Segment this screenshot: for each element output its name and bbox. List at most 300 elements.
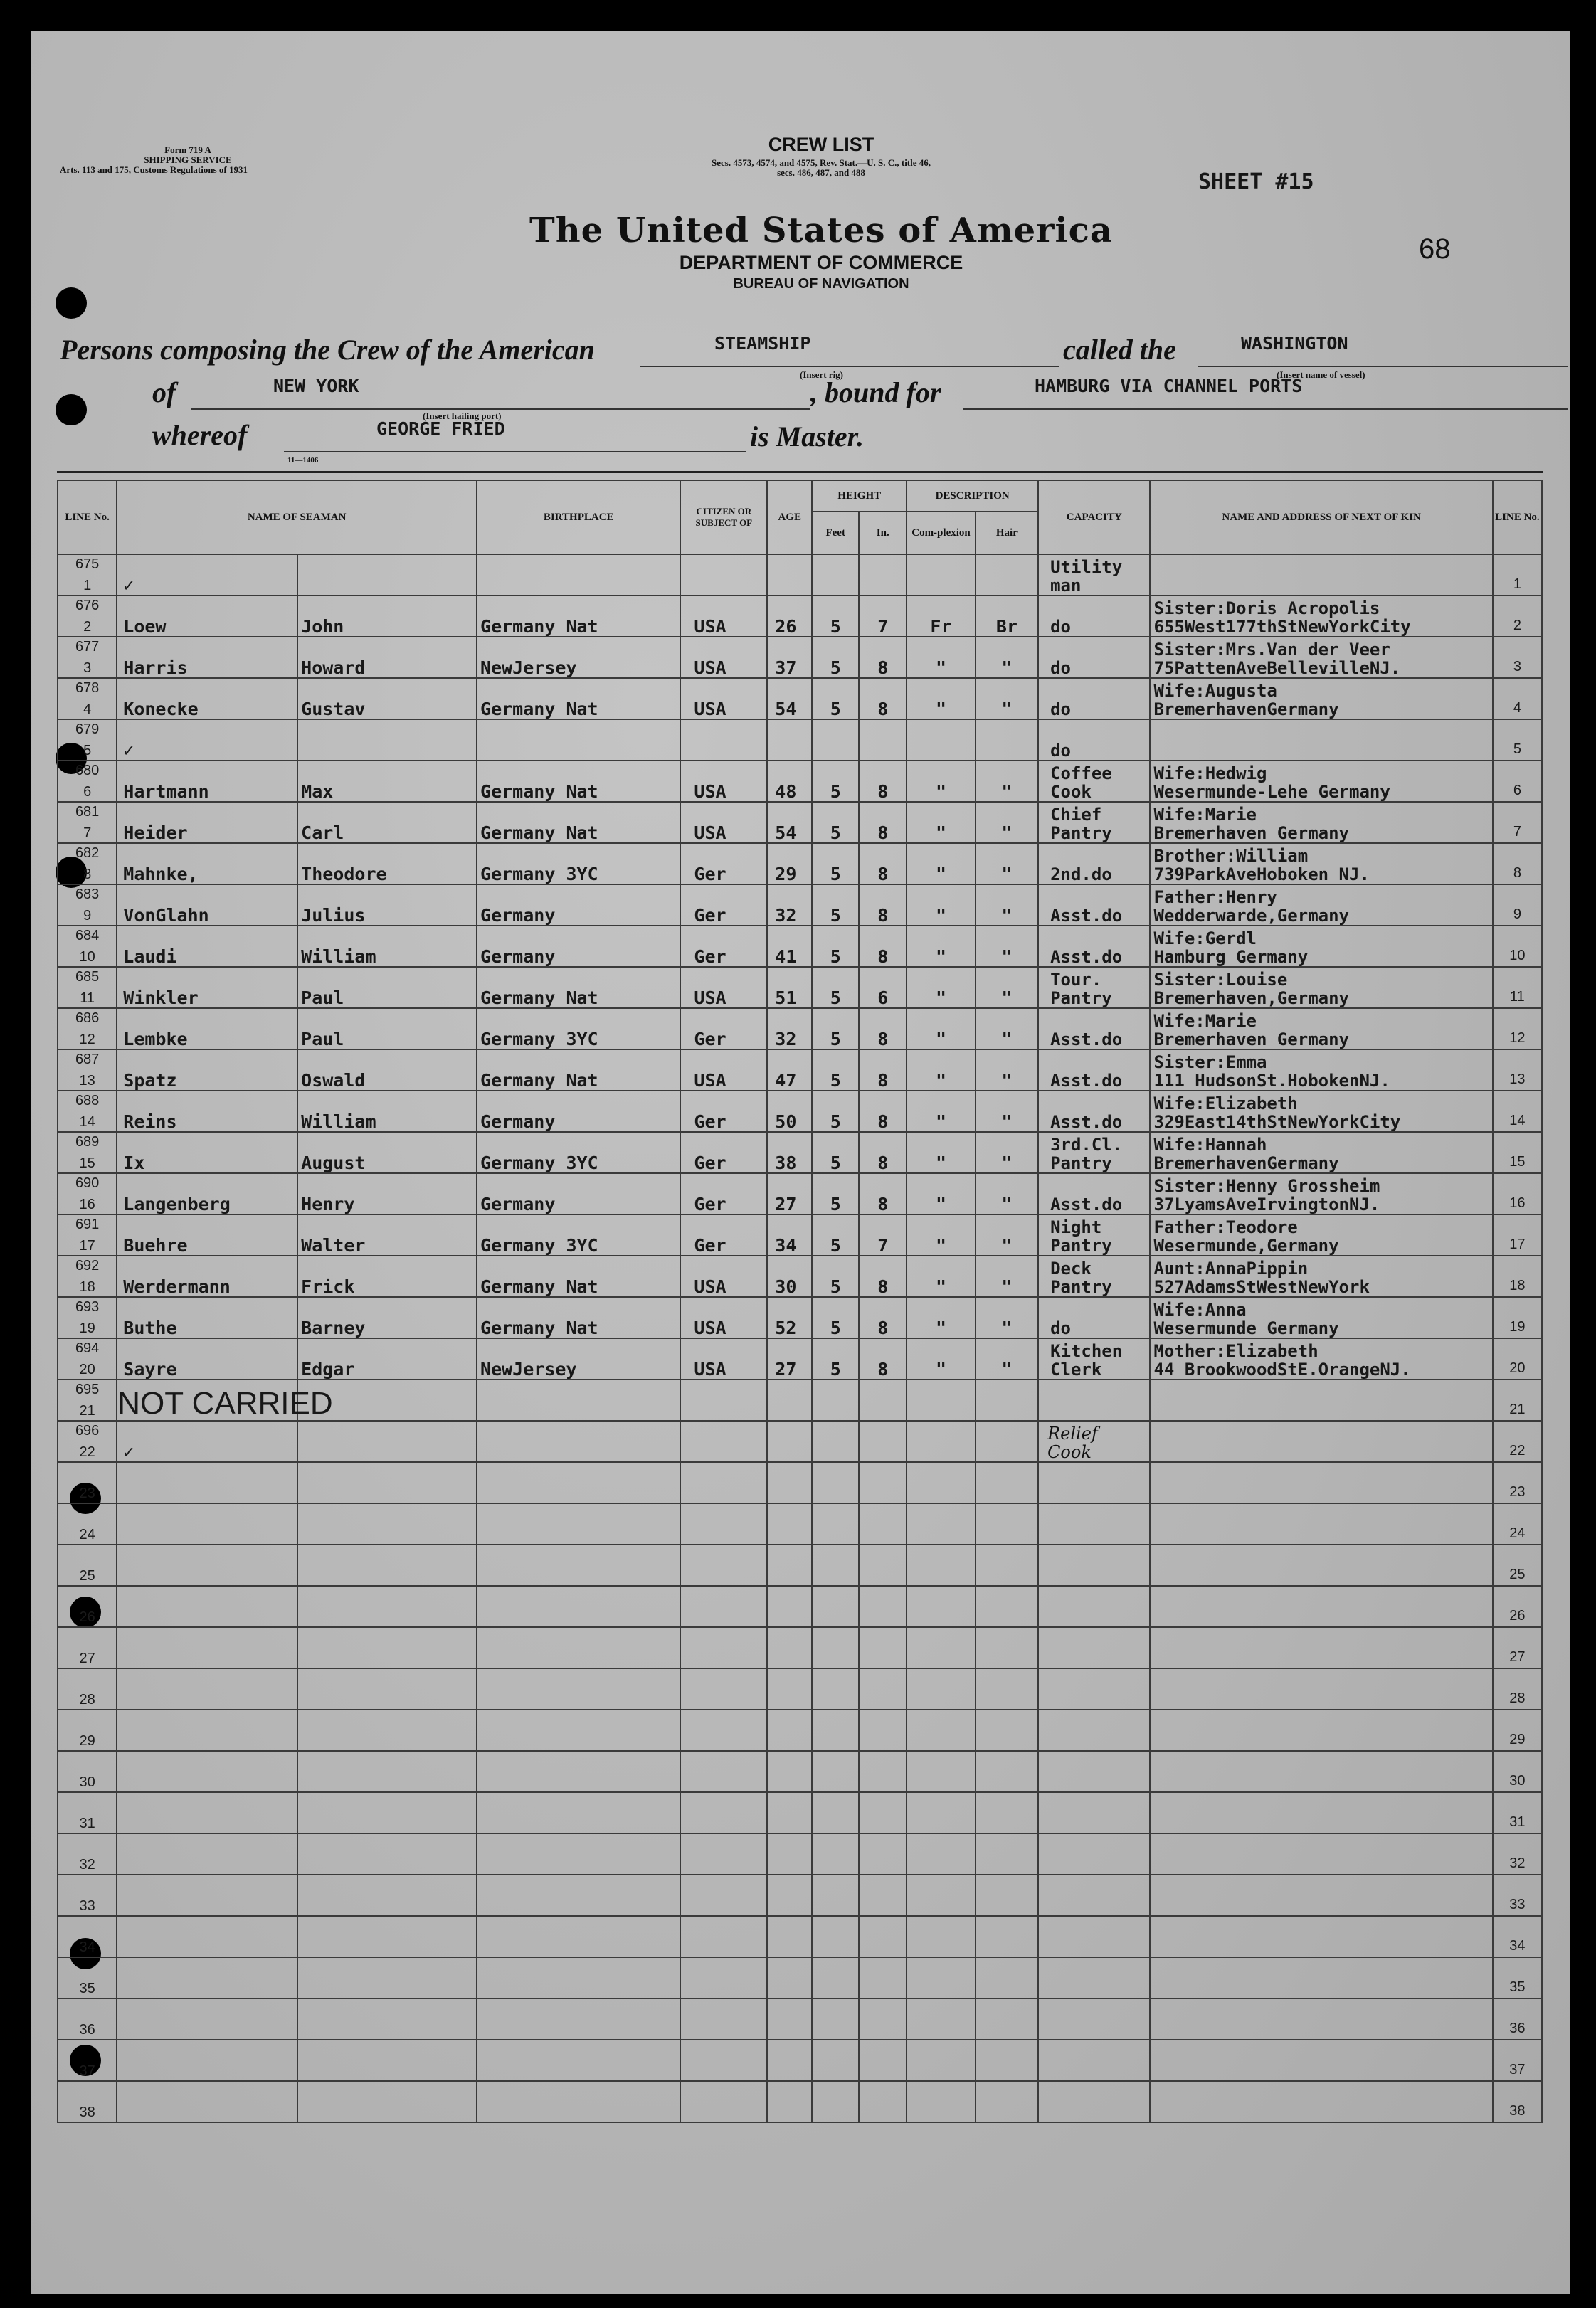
statute-references-2: secs. 486, 487, and 488 <box>777 167 865 178</box>
capacity-line-2: do <box>1050 617 1071 637</box>
line-number: 4 <box>83 702 92 717</box>
seaman-last-name: Buthe <box>123 1318 177 1338</box>
height-feet: 5 <box>830 1194 841 1214</box>
table-row <box>58 884 1542 926</box>
complexion: " <box>935 1153 947 1173</box>
height-feet: 5 <box>830 781 841 802</box>
destination: HAMBURG VIA CHANNEL PORTS <box>1035 376 1303 396</box>
page-number: 68 <box>1419 233 1451 265</box>
height-feet: 5 <box>830 1359 841 1380</box>
citizenship: USA <box>694 699 726 719</box>
line-number-right: 19 <box>1509 1319 1526 1335</box>
height-feet: 5 <box>830 1318 841 1338</box>
table-row <box>58 1503 1542 1545</box>
age: 50 <box>775 1111 797 1132</box>
table-row <box>58 1957 1542 1999</box>
line-number-right: 6 <box>1513 783 1521 798</box>
table-row <box>58 554 1542 595</box>
seaman-first-name: Carl <box>301 822 344 843</box>
height-inches: 8 <box>877 1070 889 1091</box>
seaman-last-name: NOT CARRIED <box>117 1386 333 1421</box>
capacity-line-1: 3rd.Cl. <box>1050 1135 1123 1155</box>
kin-address: Hamburg Germany <box>1153 947 1309 967</box>
country-heading: The United States of America <box>529 211 1114 250</box>
height-feet: 5 <box>830 1276 841 1297</box>
stamp-number: 693 <box>75 1299 100 1315</box>
capacity-line-2: do <box>1050 1318 1071 1338</box>
height-inches: 6 <box>877 988 889 1008</box>
line-number-right: 23 <box>1509 1484 1526 1500</box>
table-row <box>58 1132 1542 1173</box>
table-row <box>58 1214 1542 1256</box>
table-row <box>58 719 1542 761</box>
kin-address: 655West177thStNewYorkCity <box>1153 617 1411 637</box>
col-hair: Hair <box>976 512 1038 554</box>
stamp-number: 688 <box>75 1093 100 1108</box>
col-complexion: Com-plexion <box>907 512 975 554</box>
complexion: " <box>935 1276 947 1297</box>
line-number-right: 30 <box>1509 1773 1526 1789</box>
age: 32 <box>775 1029 797 1049</box>
line-number: 25 <box>79 1568 95 1584</box>
whereof-label: whereof <box>152 419 248 451</box>
table-row <box>58 637 1542 678</box>
citizenship: USA <box>694 1318 726 1338</box>
kin-name: Wife:Elizabeth <box>1153 1094 1298 1113</box>
sheet-number: SHEET #15 <box>1198 169 1314 194</box>
line-number: 26 <box>79 1609 95 1625</box>
kin-name: Wife:Marie <box>1153 805 1257 825</box>
capacity-line-1: Utility <box>1050 557 1123 577</box>
height-inches: 7 <box>877 616 889 637</box>
hair: " <box>1001 1276 1013 1297</box>
line-number-right: 16 <box>1509 1195 1526 1211</box>
hailing-port: NEW YORK <box>273 376 359 396</box>
kin-address: 527AdamsStWestNewYork <box>1153 1277 1370 1297</box>
punch-hole <box>56 394 87 425</box>
line-number: 18 <box>79 1279 95 1295</box>
line-number-right: 4 <box>1513 700 1521 716</box>
seaman-first-name: William <box>301 946 376 967</box>
hair: " <box>1001 1194 1013 1214</box>
line-number: 12 <box>79 1032 95 1047</box>
table-row <box>58 1916 1542 1957</box>
age: 34 <box>775 1235 797 1256</box>
stamp-number: 676 <box>75 598 100 613</box>
seaman-last-name: Lembke <box>123 1029 188 1049</box>
table-row <box>58 1462 1542 1503</box>
birthplace: Germany 3YC <box>480 1235 598 1256</box>
capacity-line-2: Asst.do <box>1050 906 1123 926</box>
age: 26 <box>775 616 797 637</box>
seaman-last-name: ✓ <box>123 740 134 761</box>
capacity-line-1: Relief <box>1047 1424 1098 1444</box>
line-number-right: 27 <box>1509 1649 1526 1665</box>
complexion: " <box>935 988 947 1008</box>
stamp-number: 696 <box>75 1423 100 1439</box>
citizenship: USA <box>694 657 726 678</box>
capacity-line-2: Asst.do <box>1050 1195 1123 1214</box>
capacity-line-2: Pantry <box>1050 1277 1112 1297</box>
age: 54 <box>775 822 797 843</box>
capacity-line-2: Cook <box>1050 782 1092 802</box>
citizenship: Ger <box>694 864 726 884</box>
height-inches: 7 <box>877 1235 889 1256</box>
kin-name: Sister:Mrs.Van der Veer <box>1153 640 1390 660</box>
line-number-right: 3 <box>1513 659 1521 674</box>
seaman-first-name: Henry <box>301 1194 355 1214</box>
col-next-of-kin: NAME AND ADDRESS OF NEXT OF KIN <box>1150 480 1492 554</box>
complexion: " <box>935 1029 947 1049</box>
age: 54 <box>775 699 797 719</box>
line-number-right: 29 <box>1509 1732 1526 1747</box>
table-row <box>58 595 1542 637</box>
complexion: " <box>935 822 947 843</box>
line-number: 24 <box>79 1527 95 1542</box>
col-inches: In. <box>859 512 907 554</box>
line-number-right: 11 <box>1510 989 1525 1005</box>
capacity-line-2: Asst.do <box>1050 947 1123 967</box>
age: 41 <box>775 946 797 967</box>
table-row <box>58 1833 1542 1875</box>
seaman-first-name: Paul <box>301 988 344 1008</box>
line-number-right: 34 <box>1509 1938 1526 1954</box>
citizenship: Ger <box>694 946 726 967</box>
citizenship: USA <box>694 1359 726 1380</box>
kin-name: Wife:Augusta <box>1153 681 1277 701</box>
seaman-last-name: Konecke <box>123 699 199 719</box>
age: 27 <box>775 1359 797 1380</box>
line-number: 20 <box>79 1362 95 1377</box>
statute-references: Secs. 4573, 4574, and 4575, Rev. Stat.—U. S. C., title 46, <box>711 157 931 168</box>
height-feet: 5 <box>830 1153 841 1173</box>
col-description: DESCRIPTION <box>907 480 1038 512</box>
complexion: " <box>935 1318 947 1338</box>
department-heading: DEPARTMENT OF COMMERCE <box>679 252 963 273</box>
citizenship: USA <box>694 1070 726 1091</box>
table-row <box>58 1668 1542 1710</box>
stamp-number: 678 <box>75 680 100 696</box>
persons-label: Persons composing the Crew of the American <box>60 334 595 366</box>
of-label: of <box>152 376 176 408</box>
line-number: 29 <box>79 1733 95 1749</box>
capacity-line-2: do <box>1050 699 1071 719</box>
line-number: 1 <box>83 578 92 593</box>
height-inches: 8 <box>877 946 889 967</box>
line-number: 34 <box>79 1939 95 1955</box>
line-number: 5 <box>83 743 92 758</box>
line-number: 14 <box>79 1114 95 1130</box>
seaman-last-name: Mahnke, <box>123 864 199 884</box>
seaman-last-name: VonGlahn <box>123 905 209 926</box>
table-row <box>58 1792 1542 1833</box>
capacity-line-1: Chief <box>1050 805 1102 825</box>
col-birthplace: BIRTHPLACE <box>477 480 680 554</box>
height-inches: 8 <box>877 1029 889 1049</box>
vessel-hint: (Insert name of vessel) <box>1277 369 1365 380</box>
hair: " <box>1001 1153 1013 1173</box>
hair: " <box>1001 905 1013 926</box>
height-inches: 8 <box>877 1276 889 1297</box>
hair: " <box>1001 781 1013 802</box>
age: 52 <box>775 1318 797 1338</box>
kin-name: Aunt:AnnaPippin <box>1153 1259 1309 1279</box>
hair: " <box>1001 699 1013 719</box>
seaman-last-name: Laudi <box>123 946 177 967</box>
height-inches: 8 <box>877 822 889 843</box>
line-number: 22 <box>79 1444 95 1460</box>
capacity-line-2: Pantry <box>1050 988 1112 1008</box>
kin-address: Wesermunde Germany <box>1153 1318 1339 1338</box>
line-number-right: 17 <box>1509 1237 1526 1252</box>
line-number-right: 25 <box>1509 1567 1526 1582</box>
port-hint: (Insert hailing port) <box>423 411 502 421</box>
capacity-line-2: Pantry <box>1050 823 1112 843</box>
complexion: " <box>935 657 947 678</box>
birthplace: Germany 3YC <box>480 1029 598 1049</box>
seaman-last-name: Werdermann <box>123 1276 231 1297</box>
capacity-line-1: Coffee <box>1050 763 1112 783</box>
line-number-right: 24 <box>1509 1525 1526 1541</box>
line-number-right: 21 <box>1509 1402 1526 1417</box>
height-feet: 5 <box>830 1029 841 1049</box>
table-row <box>58 1586 1542 1627</box>
kin-name: Sister:Louise <box>1153 970 1288 990</box>
complexion: " <box>935 781 947 802</box>
called-label: called the <box>1063 334 1176 366</box>
height-inches: 8 <box>877 1318 889 1338</box>
height-feet: 5 <box>830 1070 841 1091</box>
kin-address: Wesermunde,Germany <box>1153 1236 1339 1256</box>
height-feet: 5 <box>830 864 841 884</box>
line-number-right: 8 <box>1513 865 1521 881</box>
capacity-line-2: Cook <box>1047 1442 1092 1462</box>
birthplace: Germany <box>480 946 556 967</box>
line-number-right: 20 <box>1509 1360 1526 1376</box>
line-number: 2 <box>83 619 92 635</box>
citizenship: USA <box>694 781 726 802</box>
height-inches: 8 <box>877 1111 889 1132</box>
complexion: " <box>935 1235 947 1256</box>
citizenship: Ger <box>694 1153 726 1173</box>
line-number-right: 37 <box>1509 2062 1526 2077</box>
seaman-last-name: Sayre <box>123 1359 177 1380</box>
capacity-line-2: Pantry <box>1050 1153 1112 1173</box>
table-row <box>58 678 1542 719</box>
citizenship: Ger <box>694 1235 726 1256</box>
table-row <box>58 1049 1542 1091</box>
line-number: 21 <box>79 1403 95 1419</box>
line-number-right: 18 <box>1509 1278 1526 1293</box>
line-number: 9 <box>83 908 92 923</box>
complexion: Fr <box>930 616 952 637</box>
age: 51 <box>775 988 797 1008</box>
vessel-name: WASHINGTON <box>1241 333 1348 354</box>
age: 38 <box>775 1153 797 1173</box>
shipping-service: SHIPPING SERVICE <box>144 154 232 165</box>
citizenship: Ger <box>694 905 726 926</box>
line-number: 28 <box>79 1692 95 1708</box>
seaman-first-name: Edgar <box>301 1359 355 1380</box>
kin-name: Wife:Marie <box>1153 1011 1257 1031</box>
birthplace: NewJersey <box>480 657 577 678</box>
kin-name: Father:Henry <box>1153 887 1277 907</box>
citizenship: Ger <box>694 1194 726 1214</box>
seaman-first-name: Howard <box>301 657 366 678</box>
kin-name: Father:Teodore <box>1153 1217 1298 1237</box>
line-number-right: 9 <box>1513 906 1521 922</box>
col-feet: Feet <box>812 512 859 554</box>
seaman-last-name: Langenberg <box>123 1194 231 1214</box>
seaman-first-name: Barney <box>301 1318 366 1338</box>
height-inches: 8 <box>877 1359 889 1380</box>
complexion: " <box>935 946 947 967</box>
line-number: 11 <box>80 990 95 1006</box>
age: 48 <box>775 781 797 802</box>
complexion: " <box>935 905 947 926</box>
hair: " <box>1001 946 1013 967</box>
line-number-right: 33 <box>1509 1897 1526 1912</box>
stamp-number: 675 <box>75 556 100 572</box>
height-feet: 5 <box>830 988 841 1008</box>
citizenship: USA <box>694 988 726 1008</box>
complexion: " <box>935 1194 947 1214</box>
capacity-line-2: Pantry <box>1050 1236 1112 1256</box>
kin-address: Bremerhaven Germany <box>1153 1029 1350 1049</box>
line-number: 7 <box>83 825 92 841</box>
table-row <box>58 1091 1542 1132</box>
kin-address: Bremerhaven,Germany <box>1153 988 1350 1008</box>
birthplace: Germany Nat <box>480 1318 598 1338</box>
citizenship: USA <box>694 1276 726 1297</box>
capacity-line-1: Kitchen <box>1050 1341 1123 1361</box>
line-number-right: 12 <box>1509 1030 1526 1046</box>
form-title: CREW LIST <box>768 134 874 155</box>
birthplace: Germany <box>480 1194 556 1214</box>
capacity-line-2: Asst.do <box>1050 1029 1123 1049</box>
line-number-right: 7 <box>1513 824 1521 840</box>
capacity-line-2: do <box>1050 658 1071 678</box>
stamp-number: 690 <box>75 1175 100 1191</box>
seaman-last-name: Buehre <box>123 1235 188 1256</box>
seaman-first-name: John <box>301 616 344 637</box>
birthplace: Germany Nat <box>480 988 598 1008</box>
seaman-last-name: Hartmann <box>123 781 209 802</box>
line-number-right: 35 <box>1509 1979 1526 1995</box>
crew-table <box>57 480 1543 2123</box>
col-height: HEIGHT <box>812 480 907 512</box>
table-row <box>58 1421 1542 1462</box>
table-row <box>58 1008 1542 1049</box>
vessel-rig: STEAMSHIP <box>714 333 811 354</box>
birthplace: Germany Nat <box>480 1070 598 1091</box>
height-feet: 5 <box>830 657 841 678</box>
line-number: 6 <box>83 784 92 800</box>
line-number-right: 38 <box>1509 2103 1526 2119</box>
capacity-line-2: 2nd.do <box>1050 864 1112 884</box>
stamp-number: 686 <box>75 1010 100 1026</box>
height-feet: 5 <box>830 822 841 843</box>
seaman-last-name: Loew <box>123 616 167 637</box>
line-number: 10 <box>79 949 95 965</box>
hair: " <box>1001 822 1013 843</box>
kin-address: BremerhavenGermany <box>1153 699 1339 719</box>
seaman-first-name: August <box>301 1153 366 1173</box>
table-row <box>58 1380 1542 1421</box>
col-line-no-right: LINE No. <box>1493 480 1542 554</box>
kin-name: Sister:Doris Acropolis <box>1153 598 1380 618</box>
kin-address: 37LyamsAveIrvingtonNJ. <box>1153 1195 1380 1214</box>
col-capacity: CAPACITY <box>1038 480 1150 554</box>
kin-name: Sister:Henny Grossheim <box>1153 1176 1380 1196</box>
seaman-last-name: Harris <box>123 657 188 678</box>
line-number: 37 <box>79 2063 95 2079</box>
birthplace: Germany Nat <box>480 1276 598 1297</box>
kin-name: Wife:Hedwig <box>1153 763 1267 783</box>
age: 32 <box>775 905 797 926</box>
hair: Br <box>995 616 1018 637</box>
seaman-last-name: ✓ <box>123 575 134 595</box>
bound-label: , bound for <box>810 376 941 408</box>
line-number: 38 <box>79 2105 95 2120</box>
height-inches: 8 <box>877 905 889 926</box>
citizenship: USA <box>694 616 726 637</box>
kin-address: Wedderwarde,Germany <box>1153 906 1350 926</box>
line-number-right: 15 <box>1509 1154 1526 1170</box>
kin-address: Bremerhaven Germany <box>1153 823 1350 843</box>
capacity-line-1: Night <box>1050 1217 1102 1237</box>
line-number: 23 <box>79 1486 95 1501</box>
kin-address: 75PattenAveBellevilleNJ. <box>1153 658 1401 678</box>
height-feet: 5 <box>830 946 841 967</box>
complexion: " <box>935 1359 947 1380</box>
stamp-number: 689 <box>75 1134 100 1150</box>
seaman-first-name: William <box>301 1111 376 1132</box>
seaman-first-name: Max <box>301 781 334 802</box>
capacity-line-1: Tour. <box>1050 970 1102 990</box>
punch-hole <box>56 287 87 319</box>
line-number-right: 13 <box>1509 1071 1526 1087</box>
line-number-right: 36 <box>1509 2021 1526 2036</box>
table-row <box>58 2081 1542 2122</box>
line-number: 8 <box>83 867 92 882</box>
hair: " <box>1001 1318 1013 1338</box>
col-age: AGE <box>767 480 812 554</box>
capacity-line-2: Clerk <box>1050 1360 1102 1380</box>
birthplace: Germany Nat <box>480 822 598 843</box>
seaman-last-name: Winkler <box>123 988 199 1008</box>
seaman-last-name: Ix <box>123 1153 145 1173</box>
height-inches: 8 <box>877 864 889 884</box>
birthplace: NewJersey <box>480 1359 577 1380</box>
citizenship: USA <box>694 822 726 843</box>
age: 47 <box>775 1070 797 1091</box>
hair: " <box>1001 657 1013 678</box>
seaman-last-name: Heider <box>123 822 188 843</box>
bureau-heading: BUREAU OF NAVIGATION <box>733 276 909 292</box>
seaman-first-name: Julius <box>301 905 366 926</box>
birthplace: Germany <box>480 905 556 926</box>
capacity-line-2: Asst.do <box>1050 1071 1123 1091</box>
line-number: 15 <box>79 1155 95 1171</box>
capacity-line-2: Asst.do <box>1050 1112 1123 1132</box>
col-line-no: LINE No. <box>58 480 117 554</box>
line-number: 35 <box>79 1981 95 1996</box>
kin-address: 739ParkAveHoboken NJ. <box>1153 864 1370 884</box>
table-row <box>58 1710 1542 1751</box>
age: 29 <box>775 864 797 884</box>
line-number-right: 22 <box>1509 1443 1526 1459</box>
